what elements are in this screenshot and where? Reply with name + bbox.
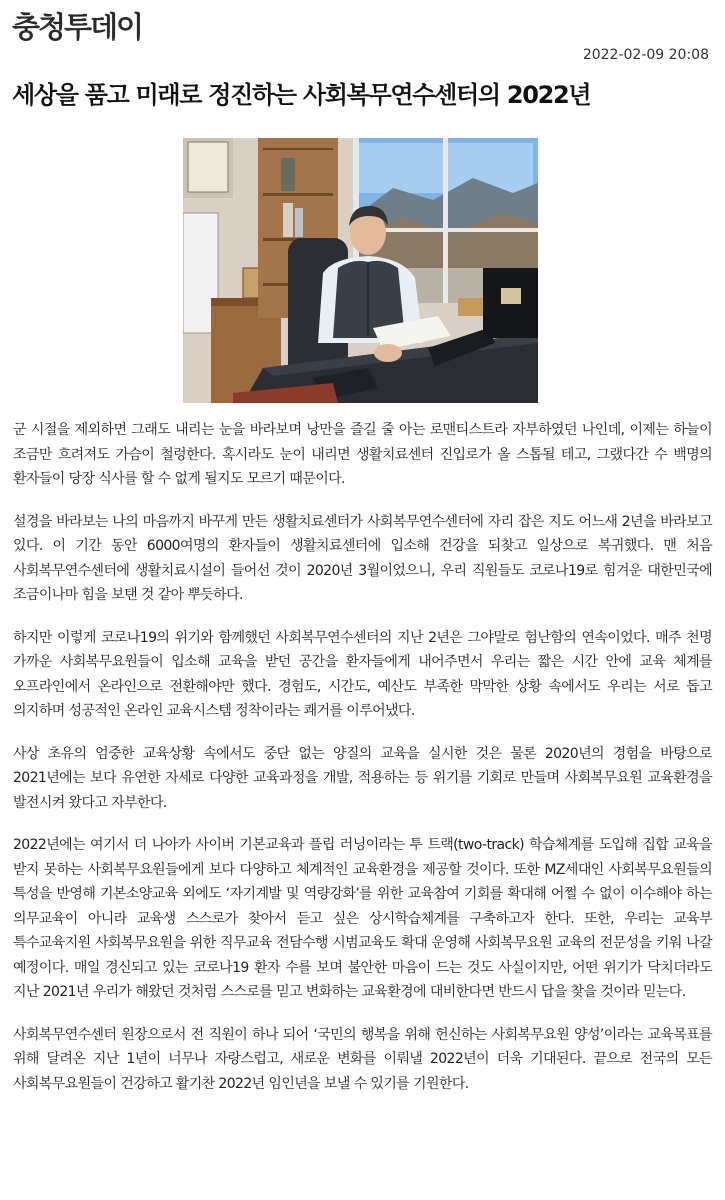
site-logo[interactable]: 충청투데이 (12, 10, 143, 44)
photo-person-hand (374, 344, 402, 362)
article-paragraph: 하지만 이렇게 코로나19의 위기와 함께했던 사회복무연수센터의 지난 2년은 그야말로 험난함의 연속이었다. 매주 천명 가까운 사회복무요원들이 입소해 교육을 받던 공간을 환자들에게 내어주면서 우리는 짧은 시간 안에 교육 체계를 오프라인에서 온라인으로 전환해야만 했다. 경험도, 시간도, 예산도 부족한 막막한 상황 속에서도 우리는 서로 돕고 의지하며 성공적인 온라인 교육시스템 정착이라는 쾌거를 이루어냈다. (13, 629, 712, 719)
article-paragraph: 사회복무연수센터 원장으로서 전 직원이 하나 되어 ‘국민의 행복을 위해 헌신하는 사회복무요원 양성’이라는 교육목표를 위해 달려온 지난 1년이 너무나 자랑스럽고, 새로운 변화를 이뤄낼 2022년이 더욱 기대된다. 끝으로 전국의 모든 사회복무요원들이 건강하고 활기찬 2022년 임인년을 보낼 수 있기를 기원한다. (13, 1026, 712, 1092)
article-paragraph: 군 시절을 제외하면 그래도 내리는 눈을 바라보며 낭만을 즐길 줄 아는 로맨티스트라 자부하였던 나인데, 이제는 하늘이 조금만 흐려져도 가슴이 철렁한다. 혹시라도 눈이 내리면 생활치료센터 진입로가 올 스톱될 테고, 그랬다간 수 백명의 환자들이 당장 식사를 할 수 없게 될지도 모르기 때문이다. (13, 422, 712, 487)
article-paragraph: 설경을 바라보는 나의 마음까지 바꾸게 만든 생활치료센터가 사회복무연수센터에 자리 잡은 지도 어느새 2년을 바라보고 있다. 이 기간 동안 6000여명의 환자들이 생활치료센터에 입소해 건강을 되찾고 일상으로 복귀했다. 맨 처음 사회복무연수센터에 생활치료시설이 들어선 것이 2020년 3월이었으니, 우리 직원들도 코로나19로 힘겨운 대한민국에 조금이나마 힘을 보탠 것 같아 뿌듯하다. (13, 513, 712, 603)
publish-datetime: 2022-02-09 20:08 (582, 47, 709, 63)
article-headline: 세상을 품고 미래로 정진하는 사회복무연수센터의 2022년 (12, 81, 591, 109)
article-paragraph: 2022년에는 여기서 더 나아가 사이버 기본교육과 플립 러닝이라는 투 트랙(two-track) 학습체계를 도입해 집합 교육을 받지 못하는 사회복무요원들에게 보다 다양하고 체계적인 교육환경을 제공할 것이다. 또한 MZ세대인 사회복무요원들의 특성을 반영해 기본소양교육 외에도 ‘자기계발 및 역량강화’를 위한 교육참여 기회를 확대해 어쩔 수 없이 이수해야 하는 의무교육이 아니라 교육생 스스로가 찾아서 듣고 싶은 상시학습체계를 구축하고자 한다. 또한, 우리는 교육부 특수교육지원 사회복무요원을 위한 직무교육 전담수행 시범교육도 확대 운영해 사회복무요원 교육의 전문성을 키워 나갈 예정이다. 매일 경신되고 있는 코로나19 환자 수를 보며 불안한 마음이 드는 것도 사실이지만, 어떤 위기가 닥치더라도 지난 2021년 우리가 해왔던 것처럼 스스로를 믿고 변화하는 교육환경에 대비한다면 반드시 답을 찾을 것이라 믿는다. (13, 837, 712, 1000)
article-body (13, 418, 712, 1114)
article-paragraph: 사상 초유의 엄중한 교육상황 속에서도 중단 없는 양질의 교육을 실시한 것은 물론 2020년의 경험을 바탕으로 2021년에는 보다 유연한 자세로 다양한 교육과정을 개발, 적용하는 등 위기를 기회로 만들며 사회복무요원 교육환경을 발전시켜 왔다고 자부한다. (13, 745, 712, 811)
article-photo (183, 138, 538, 403)
photo-desk-items (458, 298, 483, 316)
photo-certificate (188, 142, 228, 192)
